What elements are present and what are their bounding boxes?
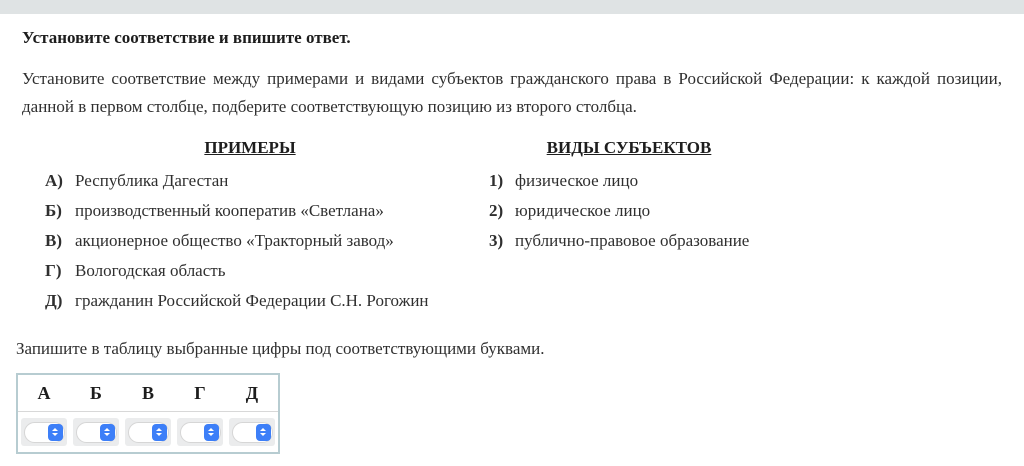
answer-header-d: Д: [245, 382, 259, 403]
stepper-down-icon[interactable]: [156, 433, 162, 436]
stepper-up-icon[interactable]: [208, 428, 214, 431]
example-item-text: производственный кооператив «Светлана»: [75, 201, 384, 220]
number-stepper[interactable]: [204, 424, 219, 441]
example-item-label: В): [45, 231, 62, 250]
answer-header-b: Б: [90, 382, 102, 403]
answer-header-v: В: [141, 382, 154, 403]
example-item-text: акционерное общество «Тракторный завод»: [75, 231, 394, 250]
examples-column: [45, 138, 455, 320]
examples-column-header: ПРИМЕРЫ: [204, 138, 296, 157]
answer-input-g-field-wrap[interactable]: [180, 422, 221, 443]
example-item-g: [45, 260, 455, 282]
example-item-label: Г): [45, 261, 62, 280]
matching-columns: [22, 138, 1002, 320]
example-item-label: Д): [45, 291, 63, 310]
subject-type-item-2: [489, 200, 769, 222]
answer-table-header-row: [18, 375, 278, 412]
answer-input-b[interactable]: [73, 418, 119, 446]
answer-input-a-field-wrap[interactable]: [24, 422, 65, 443]
example-item-b: [45, 200, 455, 222]
example-item-label: А): [45, 171, 63, 190]
answer-input-v-value[interactable]: [129, 423, 152, 442]
answer-instruction-note: Запишите в таблицу выбранные цифры под соответствующими буквами.: [16, 339, 545, 358]
answer-input-d[interactable]: [229, 418, 275, 446]
subject-type-item-1: [489, 170, 769, 192]
example-item-d: [45, 290, 455, 312]
number-stepper[interactable]: [48, 424, 63, 441]
stepper-up-icon[interactable]: [156, 428, 162, 431]
subject-types-column: [489, 138, 769, 260]
answer-input-v-field-wrap[interactable]: [128, 422, 169, 443]
stepper-down-icon[interactable]: [52, 433, 58, 436]
answer-header-g: Г: [194, 382, 206, 403]
stepper-down-icon[interactable]: [208, 433, 214, 436]
subject-type-text: физическое лицо: [515, 171, 639, 190]
subject-type-label: 3): [489, 231, 504, 250]
subject-type-label: 2): [489, 201, 504, 220]
answer-input-g[interactable]: [177, 418, 223, 446]
answer-input-b-field-wrap[interactable]: [76, 422, 117, 443]
stepper-up-icon[interactable]: [104, 428, 110, 431]
example-item-text: Республика Дагестан: [75, 171, 229, 190]
example-item-text: Вологодская область: [75, 261, 226, 280]
example-item-a: [45, 170, 455, 192]
number-stepper[interactable]: [100, 424, 115, 441]
subject-type-item-3: [489, 230, 769, 252]
answer-input-b-value[interactable]: [77, 423, 100, 442]
stepper-up-icon[interactable]: [52, 428, 58, 431]
answer-input-a[interactable]: [21, 418, 67, 446]
answer-input-g-value[interactable]: [181, 423, 204, 442]
number-stepper[interactable]: [152, 424, 167, 441]
subject-type-label: 1): [489, 171, 504, 190]
answer-cell-v: [122, 412, 174, 452]
answer-header-a: А: [37, 382, 51, 403]
answer-cell-g: [174, 412, 226, 452]
question-title: Установите соответствие и впишите ответ.: [22, 28, 351, 47]
stepper-down-icon[interactable]: [260, 433, 266, 436]
subject-types-column-header: ВИДЫ СУБЪЕКТОВ: [546, 138, 712, 157]
number-stepper[interactable]: [256, 424, 271, 441]
subject-type-text: юридическое лицо: [515, 201, 651, 220]
top-bar: [0, 0, 1024, 14]
answer-input-a-value[interactable]: [25, 423, 48, 442]
answer-cell-a: [18, 412, 70, 452]
answer-cell-b: [70, 412, 122, 452]
stepper-down-icon[interactable]: [104, 433, 110, 436]
example-item-v: [45, 230, 455, 252]
question-content: [0, 28, 1024, 454]
answer-cell-d: [226, 412, 278, 452]
question-instruction: Установите соответствие между примерами и видами субъектов гражданского права в Российской Федерации: к каждой позиции, данной в первом столбце, подберите соответствующую позицию из второго столбца.: [22, 69, 1002, 116]
example-item-text: гражданин Российской Федерации С.Н. Рогожин: [75, 291, 429, 310]
example-item-label: Б): [45, 201, 62, 220]
answer-table-input-row: [18, 412, 278, 452]
answer-table: [16, 373, 280, 454]
answer-input-d-field-wrap[interactable]: [232, 422, 273, 443]
subject-type-text: публично-правовое образование: [515, 231, 750, 250]
answer-input-v[interactable]: [125, 418, 171, 446]
answer-input-d-value[interactable]: [233, 423, 256, 442]
stepper-up-icon[interactable]: [260, 428, 266, 431]
